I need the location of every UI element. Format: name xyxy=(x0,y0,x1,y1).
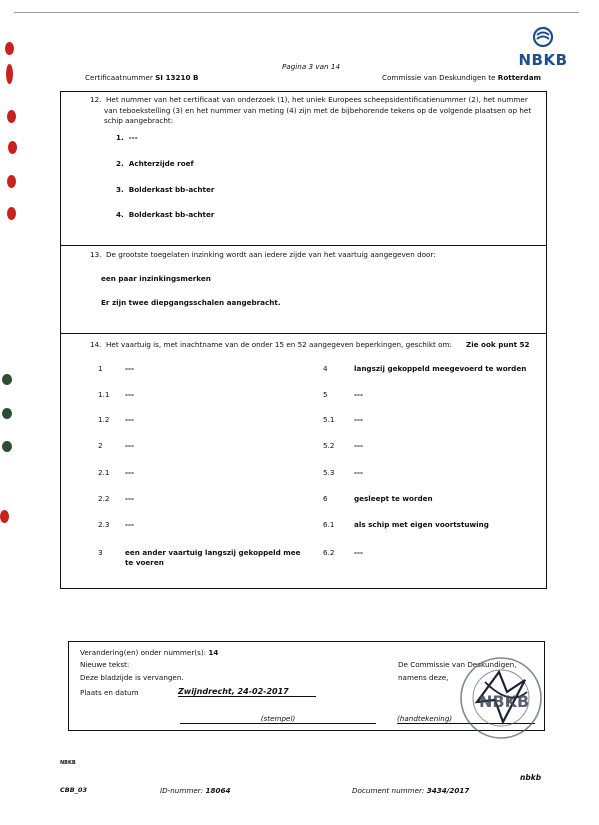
section-14-left-num: 1.2 xyxy=(98,415,110,424)
binder-punch-mark xyxy=(2,441,12,452)
page-replaced-note: Deze bladzijde is vervangen. xyxy=(80,673,184,682)
section-14-right-value: --- xyxy=(354,548,363,557)
section-13-text: 13. De grootste toegelaten inzinking wordt aan iedere zijde van het vaartuig aangegeven door: xyxy=(90,250,436,259)
section-13-value: Er zijn twee diepgangsschalen aangebracht. xyxy=(101,298,281,307)
section-14-left-value: een ander vaartuig langszij gekoppeld mee te voeren xyxy=(125,548,301,567)
section-14-left-value: --- xyxy=(125,441,134,450)
section-14-left-num: 2.2 xyxy=(98,494,110,503)
changes-value: 14 xyxy=(208,648,219,657)
scan-top-line xyxy=(14,12,579,13)
small-logo-text: NBKB xyxy=(60,760,76,766)
section-14-right-num: 5 xyxy=(323,390,328,399)
binder-punch-mark xyxy=(6,64,13,84)
section-divider xyxy=(60,245,547,246)
section-12-item: 4. Bolderkast bb-achter xyxy=(116,210,215,219)
signature-label: (handtekening) xyxy=(397,714,535,724)
id-number: 18064 xyxy=(205,786,231,795)
section-14-left-num: 2.1 xyxy=(98,468,110,477)
section-14-left-num: 2.3 xyxy=(98,520,110,529)
section-14-left-value: --- xyxy=(125,364,134,373)
stamp-label: (stempel) xyxy=(180,714,376,724)
section-14-left-num: 1 xyxy=(98,364,103,373)
section-13-value: een paar inzinkingsmerken xyxy=(101,274,211,283)
section-14-left-value: --- xyxy=(125,468,134,477)
certificate-number-line: Certificaatnummer SI 13210 B xyxy=(85,73,199,82)
form-code: CBB_03 xyxy=(60,786,87,794)
nbkb-logo-icon xyxy=(518,26,568,48)
binder-punch-mark xyxy=(7,175,16,188)
binder-punch-mark xyxy=(7,110,16,123)
nbkb-logo xyxy=(518,26,568,74)
commission-text: De Commissie van Deskundigen, xyxy=(398,660,517,669)
stamp-text: NBKB xyxy=(479,692,530,711)
place-date-label: Plaats en datum xyxy=(80,688,139,697)
section-12-item: 2. Achterzijde roef xyxy=(116,159,194,168)
section-14-left-value: --- xyxy=(125,415,134,424)
section-14-left-num: 1.1 xyxy=(98,390,110,399)
section-divider xyxy=(60,333,547,334)
section-14-right-value: --- xyxy=(354,390,363,399)
section-14-right-num: 6 xyxy=(323,494,328,503)
section-14-text: 14. Het vaartuig is, met inachtname van de onder 15 en 52 aangegeven beperkingen, geschikt om: xyxy=(90,340,452,349)
certificate-number: SI 13210 B xyxy=(155,73,199,82)
section-14-right-num: 5.2 xyxy=(323,441,335,450)
changes-line: Verandering(en) onder nummer(s): 14 xyxy=(80,648,219,657)
section-14-left-value: --- xyxy=(125,494,134,503)
section-14-right-value: --- xyxy=(354,441,363,450)
section-14-right-value: --- xyxy=(354,468,363,477)
binder-punch-mark xyxy=(7,207,16,220)
section-14-right-value: langszij gekoppeld meegevoerd te worden xyxy=(354,364,527,373)
section-14-left-value: --- xyxy=(125,390,134,399)
document-number: 3434/2017 xyxy=(426,786,470,795)
new-text-label: Nieuwe tekst: xyxy=(80,660,130,669)
section-14-right-value: gesleept te worden xyxy=(354,494,433,503)
nbkb-footer-text: nbkb xyxy=(520,773,542,782)
see-also-note: Zie ook punt 52 xyxy=(466,340,530,349)
binder-punch-mark xyxy=(8,141,17,154)
commission-city: Rotterdam xyxy=(497,73,542,82)
section-14-left-num: 3 xyxy=(98,548,103,557)
place-date-value: Zwijndrecht, 24-02-2017 xyxy=(178,687,316,697)
commission-line: Commissie van Deskundigen te Rotterdam xyxy=(382,73,542,82)
nbkb-logo-text: NBKB xyxy=(518,51,568,69)
binder-punch-mark xyxy=(2,408,12,419)
binder-punch-mark xyxy=(5,42,14,55)
section-12-item: 1. --- xyxy=(116,133,138,142)
section-12-item: 3. Bolderkast bb-achter xyxy=(116,185,215,194)
section-14-left-num: 2 xyxy=(98,441,103,450)
binder-punch-mark xyxy=(2,374,12,385)
id-number-line: ID-nummer: 18064 xyxy=(160,786,231,795)
section-14-right-num: 5.1 xyxy=(323,415,335,424)
section-14-left-value: --- xyxy=(125,520,134,529)
binder-punch-mark xyxy=(0,510,9,523)
section-12-text: 12. Het nummer van het certificaat van onderzoek (1), het uniek Europees scheepsidentificatienummer (2), het nummer van teboekstelling (3) en het nummer van meting (4) zijn met de bijbehorende tekens op de volgende plaatsen op het schip aangebracht: xyxy=(90,95,532,125)
section-14-right-value: --- xyxy=(354,415,363,424)
official-stamp xyxy=(455,652,547,744)
section-14-right-num: 4 xyxy=(323,364,328,373)
section-14-right-value: als schip met eigen voortstuwing xyxy=(354,520,489,529)
on-behalf-text: namens deze, xyxy=(398,673,449,682)
document-number-line: Document nummer: 3434/2017 xyxy=(352,786,470,795)
page-indicator: Pagina 3 van 14 xyxy=(282,62,341,71)
section-14-right-num: 6.2 xyxy=(323,548,335,557)
section-14-right-num: 5.3 xyxy=(323,468,335,477)
section-14-right-num: 6.1 xyxy=(323,520,335,529)
